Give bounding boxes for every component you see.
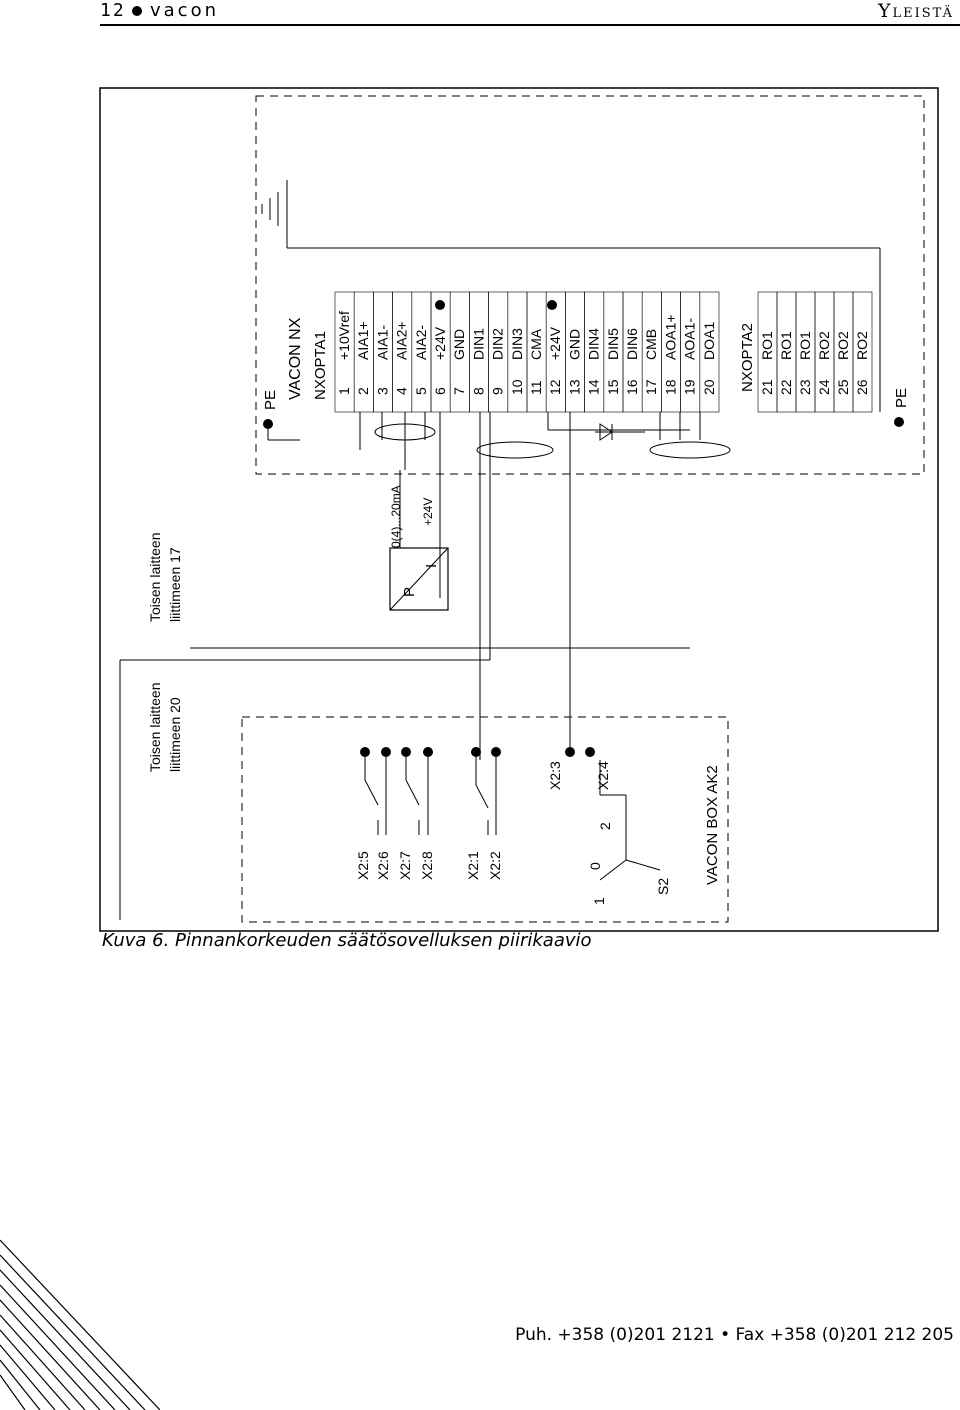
relay-number: 24	[816, 379, 832, 395]
vacon-nx-box	[256, 96, 924, 474]
relay-number: 22	[778, 379, 794, 395]
note-terminal-20-line2: liittimeen 20	[167, 697, 183, 772]
relay-number: 21	[759, 379, 775, 395]
relay-number: 26	[854, 379, 870, 395]
terminal-8	[469, 292, 488, 412]
figure-caption: Kuva 6. Pinnankorkeuden säätösovelluksen piirikaavio	[102, 930, 592, 951]
switch-s2	[600, 860, 660, 880]
section-title: Yleistä	[877, 0, 954, 22]
terminal-function: GND	[451, 328, 468, 360]
terminal-function: CMA	[528, 328, 544, 360]
note-terminal-20-line1: Toisen laitteen	[147, 682, 163, 772]
box-terminal-label: X2:4	[595, 761, 611, 790]
terminal-18	[661, 292, 680, 412]
nxopta2-label: NXOPTA2	[739, 323, 756, 392]
terminal-number: 17	[643, 379, 660, 395]
diagram-frame	[100, 88, 938, 931]
terminal-2	[354, 292, 373, 412]
terminal-number: 2	[355, 387, 372, 395]
terminal-19	[681, 292, 700, 412]
terminal-function: +24V	[547, 326, 564, 360]
switch-position-2: 2	[597, 822, 613, 830]
terminal-16	[623, 292, 642, 412]
terminal-function: CMB	[643, 328, 660, 360]
pe-label-top: PE	[262, 389, 279, 410]
relay-terminal-block	[758, 292, 872, 412]
terminal-10	[508, 292, 527, 412]
supply-label: +24V	[421, 497, 435, 526]
supply-dot	[435, 300, 445, 310]
corner-decoration	[0, 1230, 160, 1410]
relay-function: RO1	[778, 331, 794, 360]
cable-screens	[375, 424, 730, 458]
relay-function: RO2	[835, 331, 851, 360]
terminal-function: AIA2+	[393, 321, 410, 360]
wiring	[120, 412, 700, 920]
page-number: 12	[100, 0, 126, 21]
relay-terminal-25	[834, 292, 853, 412]
relay-function: RO1	[797, 331, 813, 360]
box-terminal-label: X2:6	[375, 851, 391, 880]
ground-symbol	[262, 180, 880, 412]
terminal-5	[412, 292, 431, 412]
terminal-20	[700, 292, 719, 412]
terminal-number: 4	[393, 387, 410, 395]
relay-terminal-26	[853, 292, 872, 412]
signal-range-label: 0(4)...20mA	[389, 485, 403, 548]
switch-label: S2	[655, 877, 671, 895]
terminal-function: AOA1+	[662, 314, 679, 360]
terminal-number: 8	[470, 387, 487, 395]
terminal-function: AOA1-	[681, 317, 698, 360]
terminal-7	[450, 292, 469, 412]
terminal-block	[335, 292, 719, 412]
terminal-12	[546, 292, 565, 412]
terminal-function: DIN2	[489, 328, 506, 360]
terminal-function: DIN5	[604, 328, 621, 360]
terminal-number: 15	[604, 379, 621, 395]
terminal-function: AIA1-	[374, 324, 391, 360]
relay-terminal-23	[796, 292, 815, 412]
terminal-function: +24V	[432, 326, 448, 360]
terminal-number: 13	[566, 379, 583, 395]
terminal-number: 9	[489, 387, 506, 395]
relay-contacts	[365, 757, 496, 835]
relay-number: 23	[797, 379, 813, 395]
terminal-number: 5	[412, 387, 429, 395]
terminal-9	[489, 292, 508, 412]
note-terminal-17-line1: Toisen laitteen	[147, 532, 163, 622]
box-terminal-label: X2:7	[397, 851, 413, 880]
box-terminal-label: X2:5	[355, 851, 371, 880]
terminal-function: +10Vref	[336, 311, 352, 360]
terminal-function: AIA2-	[412, 324, 429, 360]
terminal-number: 19	[681, 379, 698, 395]
terminal-number: 10	[508, 379, 525, 395]
terminal-number: 18	[662, 379, 679, 395]
box-terminal-labels	[355, 761, 611, 880]
terminal-function: DOA1	[700, 321, 717, 360]
terminal-function: DIN4	[585, 328, 602, 360]
terminal-1	[335, 292, 354, 412]
box-ak2-label: VACON BOX AK2	[704, 765, 721, 885]
relay-number: 25	[835, 379, 851, 395]
terminal-15	[604, 292, 623, 412]
terminal-6	[431, 292, 450, 412]
box-terminal-label: X2:8	[419, 851, 435, 880]
transducer-i: I	[423, 563, 440, 568]
pe-label-bottom: PE	[893, 387, 910, 408]
terminal-function: DIN1	[470, 328, 487, 360]
switch-position-0: 0	[587, 862, 603, 870]
relay-terminal-22	[777, 292, 796, 412]
terminal-function: DIN3	[508, 328, 525, 360]
contact-footer: Puh. +358 (0)201 2121 • Fax +358 (0)201 212 205	[515, 1325, 954, 1345]
vacon-nx-label: VACON NX	[287, 317, 304, 400]
supply-dot	[547, 300, 557, 310]
box-terminal-label: X2:3	[547, 761, 563, 790]
terminal-3	[373, 292, 392, 412]
box-contact-dots	[360, 747, 595, 757]
nxopta1-label: NXOPTA1	[312, 331, 329, 400]
box-terminal-label: X2:2	[487, 851, 503, 880]
relay-terminal-24	[815, 292, 834, 412]
terminal-function: DIN6	[624, 328, 640, 360]
brand-name: vacon	[150, 0, 219, 21]
terminal-function: GND	[566, 328, 583, 360]
terminal-number: 11	[528, 380, 544, 395]
terminal-number: 16	[624, 379, 640, 395]
terminal-17	[642, 292, 661, 412]
note-terminal-17-line2: liittimeen 17	[167, 547, 183, 622]
terminal-number: 6	[432, 387, 448, 395]
terminal-13	[565, 292, 584, 412]
terminal-number: 3	[374, 387, 391, 395]
terminal-number: 1	[336, 387, 352, 395]
relay-function: RO2	[854, 331, 870, 360]
terminal-14	[585, 292, 604, 412]
switch-position-1: 1	[591, 897, 607, 905]
transducer-p: P	[401, 586, 418, 597]
pe-dot-bottom	[894, 417, 904, 427]
relay-terminal-21	[758, 292, 777, 412]
terminal-function: AIA1+	[355, 321, 372, 360]
relay-function: RO2	[816, 331, 832, 360]
terminal-number: 12	[547, 379, 564, 395]
box-terminal-label: X2:1	[465, 851, 481, 880]
terminal-4	[393, 292, 412, 412]
terminal-number: 7	[451, 387, 468, 395]
terminal-number: 14	[585, 379, 602, 395]
relay-function: RO1	[759, 331, 775, 360]
terminal-number: 20	[700, 379, 717, 395]
terminal-11	[527, 292, 546, 412]
